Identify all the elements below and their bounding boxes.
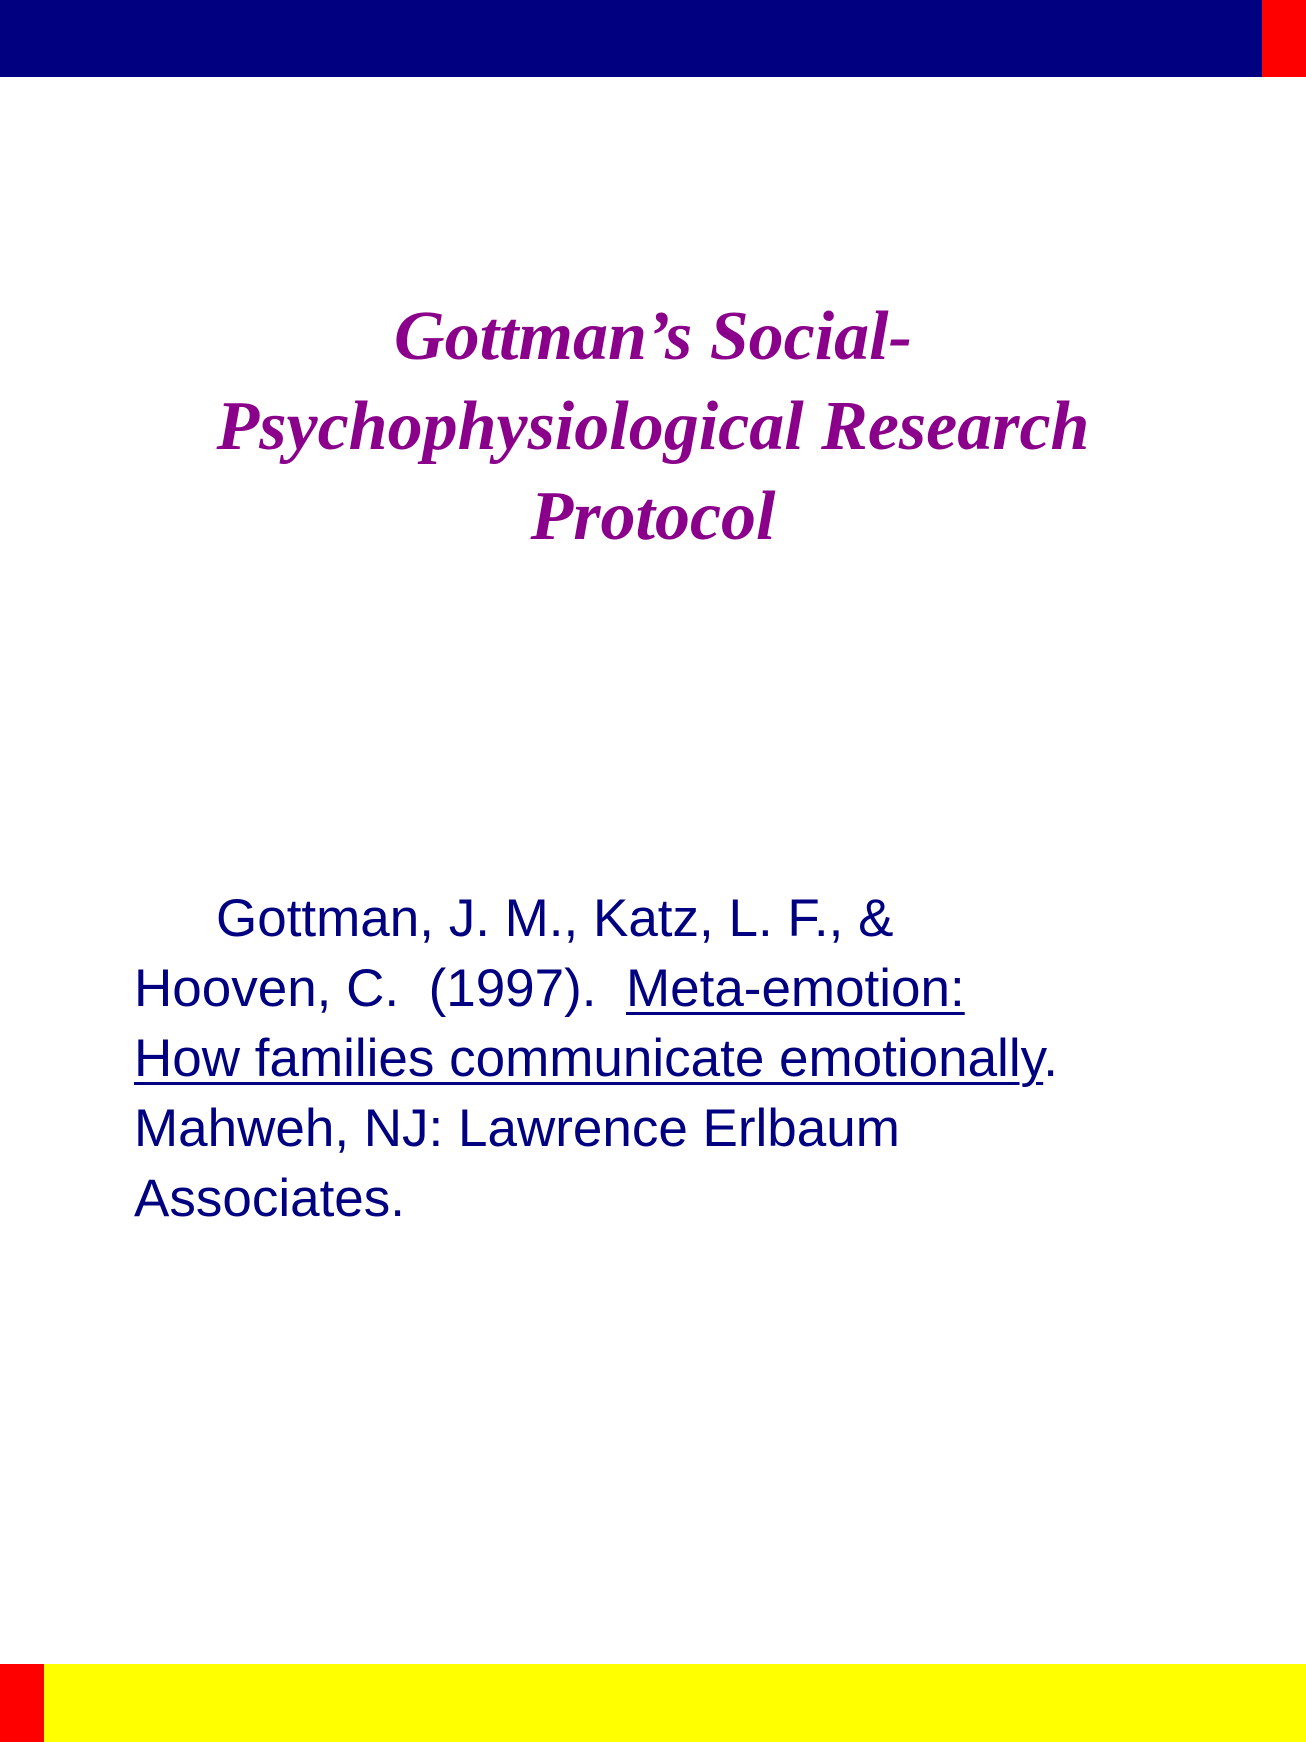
book-title-period: . [1043,1029,1058,1088]
slide-title-line: Psychophysiological Research [216,388,1090,465]
citation-publisher-line: Mahweh, NJ: Lawrence Erlbaum [134,1099,900,1158]
slide-title-line: Gottman’s Social- [394,298,912,375]
reference-citation [134,884,1254,1234]
citation-line-2 [134,954,1254,1024]
bottom-corner-accent [0,1664,44,1742]
bottom-banner-bar [44,1664,1306,1742]
top-corner-accent [1262,0,1306,77]
citation-authors-year: Hooven, C. (1997). [134,959,626,1018]
book-title-part-2: How families communicate emotionally [134,1029,1044,1088]
citation-authors-line: Gottman, J. M., Katz, L. F., & [216,889,894,948]
top-banner-bar [0,0,1262,77]
slide-title-line: Protocol [530,478,776,555]
citation-publisher-name-line: Associates. [134,1169,406,1228]
slide-title [100,292,1206,562]
book-title-part-1: Meta-emotion: [625,959,965,1018]
citation-line-3 [134,1024,1254,1094]
